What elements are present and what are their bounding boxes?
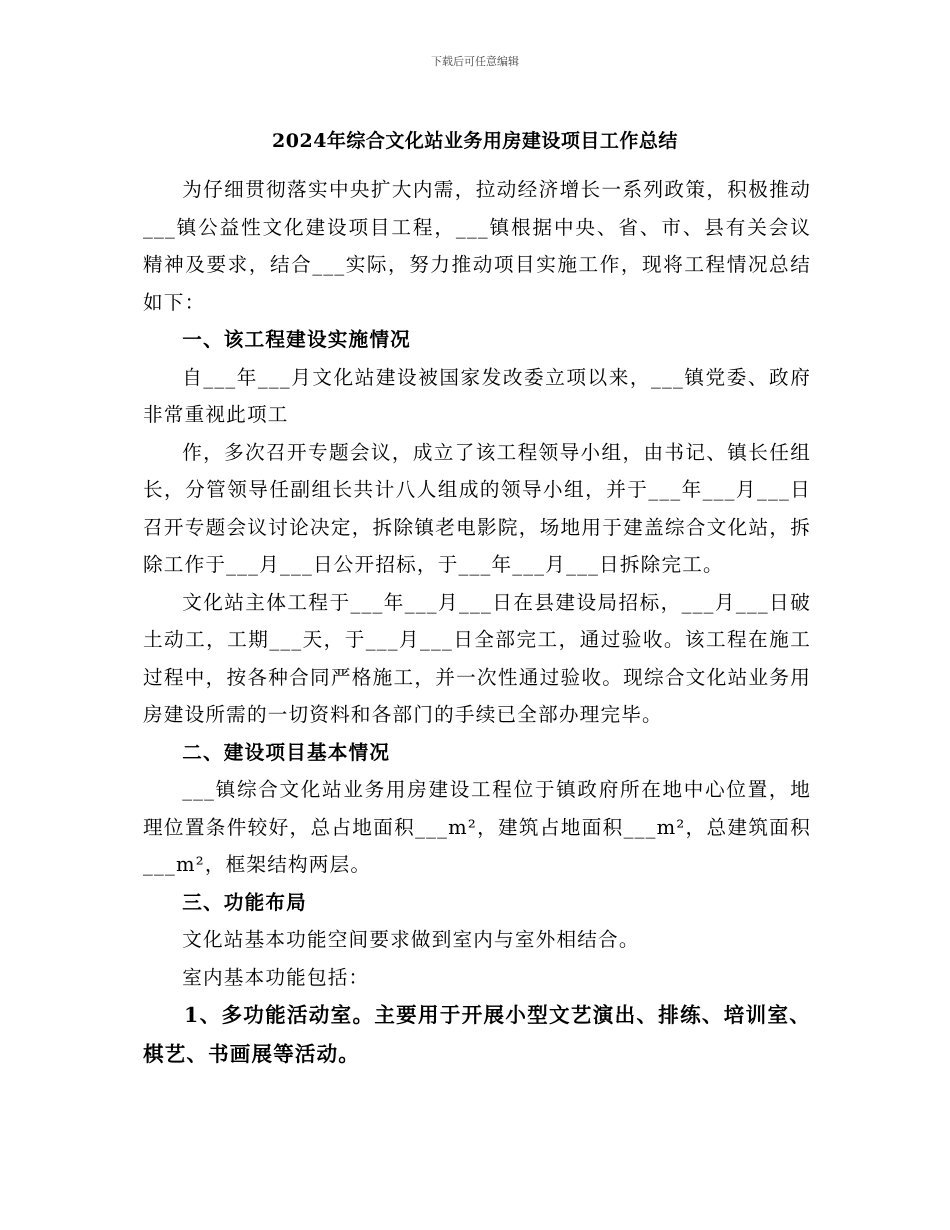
body-paragraph: 文化站基本功能空间要求做到室内与室外相结合。 (182, 928, 640, 951)
body-paragraph: 室内基本功能包括： (182, 965, 370, 989)
section-heading-2: 二、建设项目基本情况 (182, 740, 391, 764)
intro-paragraph: 为仔细贯彻落实中央扩大内需，拉动经济增长一系列政策，积极推动___镇公益性文化建设项目工程，___镇根据中央、省、市、县有关会议精神及要求，结合___实际，努力推动项目实施工作，现将工程情况总结如下： (143, 178, 811, 314)
page-header-note: 下载后可任意编辑 (431, 55, 519, 68)
document-body (143, 171, 811, 1074)
body-paragraph: 文化站主体工程于___年___月___日在县建设局招标，___月___日破土动工，工期___天，于___月___日全部完工，通过验收。该工程在施工过程中，按各种合同严格施工，并一次性通过验收。现综合文化站业务用房建设所需的一切资料和各部门的手续已全部办理完毕。 (143, 590, 811, 726)
section-heading-1: 一、该工程建设实施情况 (182, 328, 411, 351)
section-heading-3: 三、功能布局 (182, 890, 307, 914)
body-paragraph: 作，多次召开专题会议，成立了该工程领导小组，由书记、镇长任组长，分管领导任副组长共计八人组成的领导小组，并于___年___月___日召开专题会议讨论决定，拆除镇老电影院，场地用于建盖综合文化站，拆除工作于___月___日公开招标，于___年___月___日拆除完工。 (143, 440, 811, 576)
list-item-bold: 1、多功能活动室。主要用于开展小型文艺演出、排练、培训室、棋艺、书画展等活动。 (143, 1003, 811, 1066)
body-paragraph: 自___年___月文化站建设被国家发改委立项以来，___镇党委、政府非常重视此项工 (143, 365, 811, 426)
body-paragraph: ___镇综合文化站业务用房建设工程位于镇政府所在地中心位置，地理位置条件较好，总占地面积___m²，建筑占地面积___m²，总建筑面积___m²，框架结构两层。 (143, 778, 811, 876)
document-title: 2024年综合文化站业务用房建设项目工作总结 (272, 130, 678, 152)
